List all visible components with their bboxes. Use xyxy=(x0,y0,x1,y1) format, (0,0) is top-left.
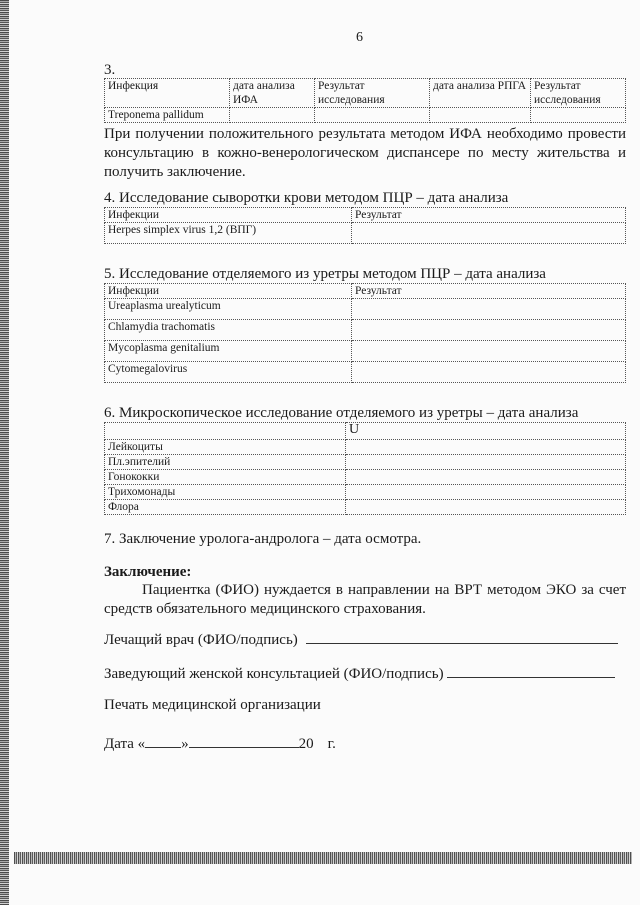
doctor-signature-line xyxy=(104,629,626,649)
table-header-row xyxy=(105,284,626,299)
table-header-row xyxy=(105,423,626,440)
table-header-cell: Результат исследования xyxy=(315,79,430,108)
conclusion-heading: Заключение: xyxy=(104,564,192,580)
table-cell[interactable] xyxy=(430,108,531,123)
table-cell: Chlamydia trachomatis xyxy=(105,320,352,341)
table-header-row xyxy=(105,208,626,223)
section3-note: При получении положительного результата методом ИФА необходимо провести консультацию в кожно-венерологическом диспансере по месту жительства и получить заключение. xyxy=(104,126,626,180)
table-header-cell: U xyxy=(346,423,626,440)
table-header-cell: дата анализа ИФА xyxy=(230,79,315,108)
table-cell: Трихомонады xyxy=(105,485,346,500)
table-row xyxy=(105,455,626,470)
table-header-cell: Инфекции xyxy=(105,284,352,299)
table-cell: Пл.эпителий xyxy=(105,455,346,470)
date-year: 20 xyxy=(298,736,314,752)
table-header-cell: Инфекция xyxy=(105,79,230,108)
scan-edge-bottom xyxy=(14,852,632,864)
date-year-field[interactable] xyxy=(314,733,328,748)
head-signature-label: Заведующий женской консультацией (ФИО/подпись) xyxy=(104,666,444,682)
table-cell[interactable] xyxy=(230,108,315,123)
table-cell[interactable] xyxy=(352,299,626,320)
head-signature-field[interactable] xyxy=(447,663,615,678)
table-row xyxy=(105,440,626,455)
table-cell: Herpes simplex virus 1,2 (ВПГ) xyxy=(105,223,352,244)
section5-title: 5. Исследование отделяемого из уретры методом ПЦР – дата анализа xyxy=(104,266,546,282)
section6-title: 6. Микроскопическое исследование отделяемого из уретры – дата анализа xyxy=(104,405,579,421)
head-signature-line xyxy=(104,663,626,683)
table-cell[interactable] xyxy=(346,500,626,515)
section5-table xyxy=(104,283,626,383)
section3-number: 3. xyxy=(104,62,116,78)
table-header-cell: Результат xyxy=(352,208,626,223)
table-cell[interactable] xyxy=(346,485,626,500)
table-header-cell: Инфекции xyxy=(105,208,352,223)
section4-title: 4. Исследование сыворотки крови методом ПЦР – дата анализа xyxy=(104,190,509,206)
doctor-signature-label: Лечащий врач (ФИО/подпись) xyxy=(104,632,298,648)
table-cell: Mycoplasma genitalium xyxy=(105,341,352,362)
section7-title: 7. Заключение уролога-андролога – дата осмотра. xyxy=(104,531,422,547)
table-row xyxy=(105,470,626,485)
table-cell[interactable] xyxy=(352,320,626,341)
date-mid: » xyxy=(181,736,189,752)
date-day-field[interactable] xyxy=(145,733,181,748)
doctor-signature-field[interactable] xyxy=(306,629,618,644)
date-suffix: г. xyxy=(327,736,336,752)
table-row xyxy=(105,299,626,320)
date-prefix: Дата « xyxy=(104,736,146,752)
table-row xyxy=(105,223,626,244)
date-month-field[interactable] xyxy=(189,733,299,748)
table-header-cell: дата анализа РПГА xyxy=(430,79,531,108)
table-cell: Treponema pallidum xyxy=(105,108,230,123)
table-cell: Гонококки xyxy=(105,470,346,485)
table-row xyxy=(105,362,626,383)
table-cell[interactable] xyxy=(352,341,626,362)
stamp-label: Печать медицинской организации xyxy=(104,697,321,713)
table-header-cell: Результат xyxy=(352,284,626,299)
table-row xyxy=(105,341,626,362)
table-header-cell: Результат исследования xyxy=(531,79,626,108)
table-cell[interactable] xyxy=(352,223,626,244)
table-cell[interactable] xyxy=(352,362,626,383)
table-row xyxy=(105,320,626,341)
table-cell[interactable] xyxy=(346,455,626,470)
section6-table xyxy=(104,422,626,515)
table-cell: Cytomegalovirus xyxy=(105,362,352,383)
table-cell: Лейкоциты xyxy=(105,440,346,455)
section3-table xyxy=(104,78,626,123)
table-header-cell xyxy=(105,423,346,440)
table-cell[interactable] xyxy=(315,108,430,123)
table-header-row xyxy=(105,79,626,108)
scan-edge-left xyxy=(0,0,9,905)
table-row xyxy=(105,485,626,500)
date-line xyxy=(104,733,504,753)
table-row xyxy=(105,108,626,123)
table-cell[interactable] xyxy=(346,440,626,455)
section4-table xyxy=(104,207,626,244)
conclusion-text: Пациентка (ФИО) нуждается в направлении на ВРТ методом ЭКО за счет средств обязательного медицинского страхования. xyxy=(104,582,626,617)
table-cell[interactable] xyxy=(346,470,626,485)
table-row xyxy=(105,500,626,515)
table-cell[interactable] xyxy=(531,108,626,123)
table-cell: Флора xyxy=(105,500,346,515)
table-cell: Ureaplasma urealyticum xyxy=(105,299,352,320)
page-number: 6 xyxy=(356,30,363,45)
